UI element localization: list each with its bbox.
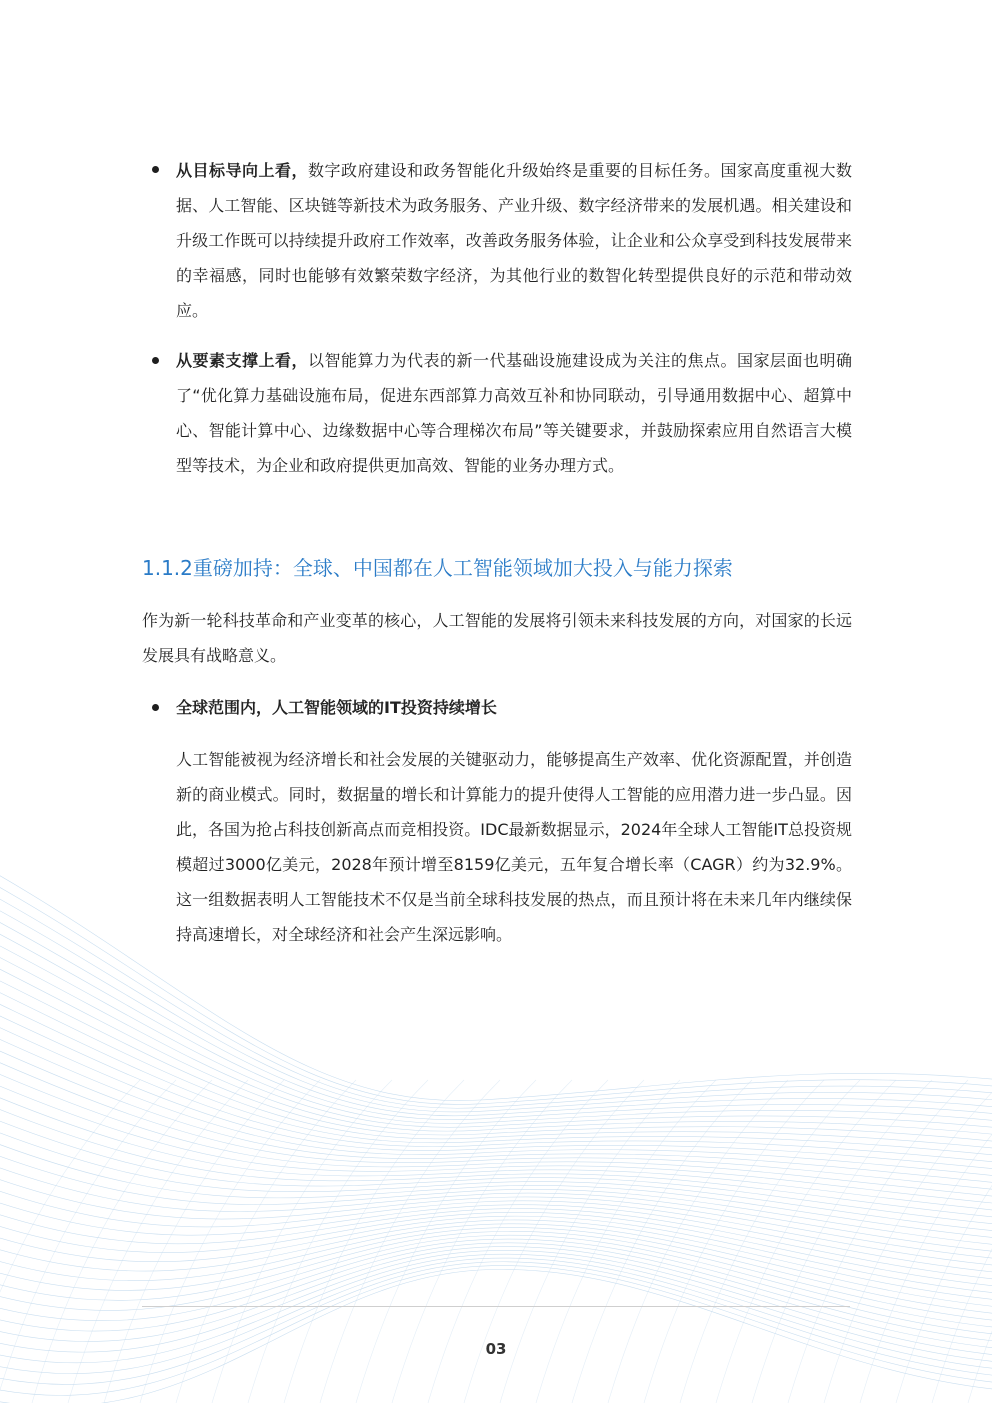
bullet-factor-support bbox=[176, 343, 852, 483]
bullet-text: 以智能算力为代表的新一代基础设施建设成为关注的焦点。国家层面也明确了“优化算力基础设施布局，促进东西部算力高效互补和协同联动，引导通用数据中心、超算中心、智能计算中心、边缘数据中心等合理梯次布局”等关键要求，并鼓励探索应用自然语言大模型等技术，为企业和政府提供更加高效、智能的业务办理方式。 bbox=[176, 351, 852, 475]
bullet-text: 数字政府建设和政务智能化升级始终是重要的目标任务。国家高度重视大数据、人工智能、区块链等新技术为政务服务、产业升级、数字经济带来的发展机遇。相关建设和升级工作既可以持续提升政府工作效率，改善政务服务体验，让企业和公众享受到科技发展带来的幸福感，同时也能够有效繁荣数字经济，为其他行业的数智化转型提供良好的示范和带动效应。 bbox=[176, 161, 852, 320]
bullet-lead: 从要素支撑上看， bbox=[176, 351, 308, 370]
bullet-dot bbox=[152, 704, 159, 711]
bullet-dot bbox=[152, 166, 159, 173]
bullet-dot bbox=[152, 357, 159, 364]
bullet-goal-orientation bbox=[176, 153, 852, 328]
page-number: 03 bbox=[485, 1340, 507, 1358]
sub-bullet-title: 全球范围内，人工智能领域的IT投资持续增长 bbox=[176, 698, 497, 717]
section-heading: 1.1.2重磅加持：全球、中国都在人工智能领域加大投入与能力探索 bbox=[142, 556, 733, 580]
section-body: 人工智能被视为经济增长和社会发展的关键驱动力，能够提高生产效率、优化资源配置，并创造新的商业模式。同时，数据量的增长和计算能力的提升使得人工智能的应用潜力进一步凸显。因此，各国为抢占科技创新高点而竞相投资。IDC最新数据显示，2024年全球人工智能IT总投资规模超过3000亿美元，2028年预计增至8159亿美元，五年复合增长率（CAGR）约为32.9%。这一组数据表明人工智能技术不仅是当前全球科技发展的热点，而且预计将在未来几年内继续保持高速增长，对全球经济和社会产生深远影响。 bbox=[176, 750, 852, 944]
section-intro: 作为新一轮科技革命和产业变革的核心，人工智能的发展将引领未来科技发展的方向，对国家的长远发展具有战略意义。 bbox=[142, 611, 852, 665]
footer-divider bbox=[142, 1306, 850, 1307]
bullet-lead: 从目标导向上看， bbox=[176, 161, 308, 180]
